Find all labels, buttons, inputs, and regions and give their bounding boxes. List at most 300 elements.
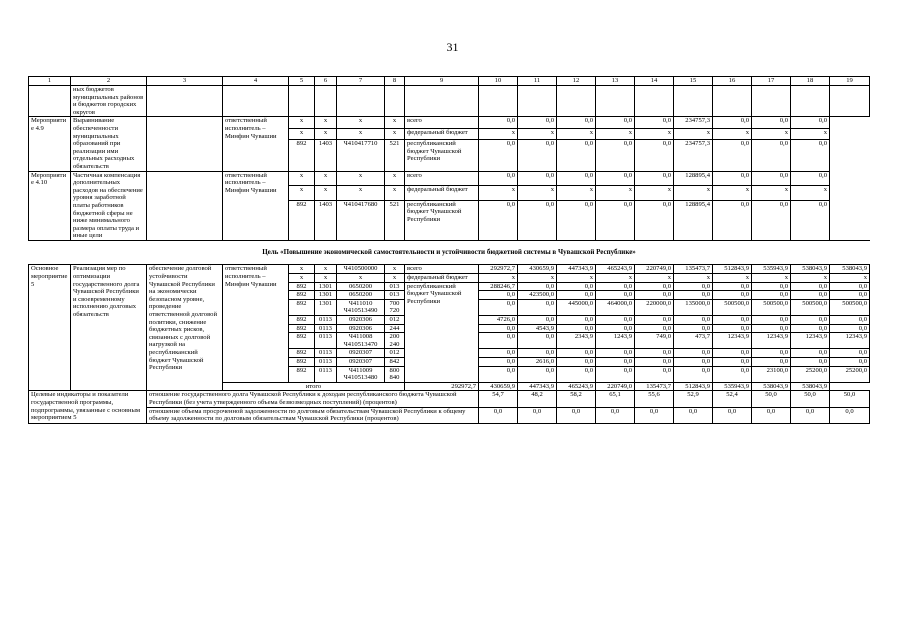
table-cell: x: [315, 171, 337, 186]
table-row: [29, 171, 870, 186]
table-cell: 0,0: [557, 282, 596, 291]
total-value: 535943,9: [713, 382, 752, 391]
table-cell: [385, 86, 405, 117]
table-cell: 0113: [315, 333, 337, 349]
table-cell: x: [596, 128, 635, 139]
table-cell: 538043,9: [830, 265, 870, 274]
table-cell: x: [752, 128, 791, 139]
table-cell: 447343,9: [557, 265, 596, 274]
table-cell: [518, 86, 557, 117]
table-cell: x: [289, 128, 315, 139]
table-cell: 0,0: [557, 358, 596, 367]
table-cell: 0,0: [596, 316, 635, 325]
table-cell: 135000,0: [674, 299, 713, 315]
table-cell: 0,0: [557, 171, 596, 186]
indicator-value: 50,0: [752, 391, 791, 407]
table-cell: 0,0: [791, 171, 830, 186]
table-cell: x: [337, 274, 385, 283]
table-cell: 0,0: [830, 291, 870, 300]
measure-number: Основное мероприятие 5: [29, 265, 71, 391]
table-cell: 0,0: [518, 282, 557, 291]
indicator-value: 0,0: [791, 407, 830, 423]
table-cell: [29, 86, 71, 117]
table-cell: 473,7: [674, 333, 713, 349]
responsible-executor: ответственный исполнитель – Минфин Чувашии: [223, 171, 289, 240]
table-cell: x: [385, 186, 405, 201]
funding-source: федеральный бюджет: [405, 274, 479, 283]
table-cell: x: [337, 171, 385, 186]
table-cell: 0,0: [479, 358, 518, 367]
table-cell: 0113: [315, 366, 337, 382]
measure-number: Мероприятие 4.10: [29, 171, 71, 240]
table-cell: 23100,0: [752, 366, 791, 382]
table-cell: 0,0: [752, 291, 791, 300]
total-label: итого: [223, 382, 405, 391]
table-cell: x: [557, 186, 596, 201]
table-cell: 0,0: [518, 171, 557, 186]
table-cell: 012: [385, 316, 405, 325]
indicator-value: 0,0: [596, 407, 635, 423]
table-cell: 0,0: [479, 171, 518, 186]
funding-source: всего: [405, 171, 479, 186]
table-cell: x: [315, 117, 337, 128]
table-cell: 0,0: [518, 349, 557, 358]
table-cell: 892: [289, 316, 315, 325]
table-cell: 0,0: [596, 324, 635, 333]
table-row: [29, 265, 870, 274]
table-cell: 500500,0: [830, 299, 870, 315]
table-cell: x: [713, 274, 752, 283]
table-cell: 0,0: [635, 358, 674, 367]
column-header: 15: [674, 77, 713, 86]
total-value: 135473,7: [635, 382, 674, 391]
table-cell: 0,0: [752, 171, 791, 186]
table-cell: [147, 117, 223, 171]
indicator-value: 0,0: [674, 407, 713, 423]
table-cell: 0,0: [752, 358, 791, 367]
indicator-value: 52,9: [674, 391, 713, 407]
table-cell: 0,0: [518, 316, 557, 325]
table-cell: x: [791, 128, 830, 139]
responsible-executor: ответственный исполнитель – Минфин Чувашии: [223, 117, 289, 171]
table-cell: 892: [289, 140, 315, 171]
table-cell: [830, 86, 870, 117]
table-cell: 892: [289, 366, 315, 382]
table-cell: 0,0: [596, 358, 635, 367]
table-cell: x: [713, 186, 752, 201]
indicator-value: 54,7: [479, 391, 518, 407]
table-cell: x: [385, 265, 405, 274]
indicator-value: 0,0: [635, 407, 674, 423]
indicator-value: 0,0: [752, 407, 791, 423]
column-header: 9: [405, 77, 479, 86]
table-cell: 0,0: [674, 358, 713, 367]
table-cell: 700 720: [385, 299, 405, 315]
table-cell: 500500,0: [713, 299, 752, 315]
table-cell: 2616,0: [518, 358, 557, 367]
table-cell: [337, 86, 385, 117]
table-cell: [223, 86, 289, 117]
table-cell: x: [791, 186, 830, 201]
table-cell: 0,0: [713, 140, 752, 171]
table-cell: 0,0: [674, 316, 713, 325]
table-cell: x: [713, 128, 752, 139]
table-cell: 892: [289, 358, 315, 367]
table-cell: 0,0: [713, 291, 752, 300]
column-header: 14: [635, 77, 674, 86]
total-value: 512843,9: [674, 382, 713, 391]
table-cell: 0,0: [752, 140, 791, 171]
table-cell: x: [635, 274, 674, 283]
funding-source: всего: [405, 265, 479, 274]
table-cell: x: [830, 274, 870, 283]
table-cell: [147, 86, 223, 117]
table-cell: [635, 86, 674, 117]
table-cell: 430659,9: [518, 265, 557, 274]
table-cell: x: [557, 274, 596, 283]
table-cell: 0,0: [713, 282, 752, 291]
table-cell: 12343,9: [752, 333, 791, 349]
table-cell: x: [479, 186, 518, 201]
indicator-value: 52,4: [713, 391, 752, 407]
table-cell: x: [674, 274, 713, 283]
table-cell: x: [635, 186, 674, 201]
table-cell: 0,0: [557, 324, 596, 333]
table-cell: 0,0: [830, 349, 870, 358]
table-cell: x: [752, 274, 791, 283]
table-cell: x: [479, 128, 518, 139]
indicator-value: 65,1: [596, 391, 635, 407]
table-cell: x: [385, 171, 405, 186]
goal-row: [29, 240, 870, 265]
table-cell: 0,0: [479, 117, 518, 128]
continuation-row: [29, 86, 870, 117]
table-cell: x: [337, 117, 385, 128]
table-cell: 135473,7: [674, 265, 713, 274]
table-cell: 12343,9: [713, 333, 752, 349]
table-cell: 0,0: [674, 291, 713, 300]
total-value: 465243,9: [557, 382, 596, 391]
table-cell: 1403: [315, 200, 337, 240]
table-cell: 464000,0: [596, 299, 635, 315]
table-cell: x: [596, 186, 635, 201]
table-cell: 0,0: [752, 200, 791, 240]
table-cell: 0,0: [791, 140, 830, 171]
table-cell: 0,0: [557, 140, 596, 171]
table-cell: 892: [289, 333, 315, 349]
goal-title: Цель «Повышение экономической самостоятельности и устойчивости бюджетной системы в Чувашской Республике»: [29, 240, 870, 265]
table-cell: 2343,9: [557, 333, 596, 349]
table-cell: 0,0: [791, 324, 830, 333]
table-cell: 220000,0: [635, 299, 674, 315]
table-cell: 749,0: [635, 333, 674, 349]
table-cell: 0113: [315, 316, 337, 325]
funding-source: всего: [405, 117, 479, 128]
table-cell: x: [337, 128, 385, 139]
measure-name: Реализация мер по оптимизации государственного долга Чувашской Республики и своевременному исполнению долговых обязательств: [71, 265, 147, 391]
table-cell: Ч410417710: [337, 140, 385, 171]
table-cell: x: [289, 117, 315, 128]
table-cell: 0,0: [791, 200, 830, 240]
table-cell: 25200,0: [830, 366, 870, 382]
table-cell: 128895,4: [674, 200, 713, 240]
table-cell: x: [289, 274, 315, 283]
column-header: 19: [830, 77, 870, 86]
table-cell: 013: [385, 282, 405, 291]
table-cell: 292972,7: [479, 265, 518, 274]
column-header: 7: [337, 77, 385, 86]
table-cell: x: [674, 186, 713, 201]
table-cell: 0,0: [830, 358, 870, 367]
table-cell: 0113: [315, 358, 337, 367]
total-value: 220749,0: [596, 382, 635, 391]
table-cell: 535943,9: [752, 265, 791, 274]
expected-result: обеспечение долговой устойчивости Чувашской Республики на экономически безопасном уровне, проведение ответственной долговой политики, снижение бюджетных рисков, связанных с долговой нагрузкой на республиканский бюджет Чувашской Республики: [147, 265, 223, 391]
indicator-value: 58,2: [557, 391, 596, 407]
table-cell: 0,0: [635, 366, 674, 382]
table-cell: [713, 86, 752, 117]
table-cell: x: [385, 128, 405, 139]
table-cell: 1301: [315, 291, 337, 300]
table-cell: 0,0: [479, 324, 518, 333]
table-cell: [315, 86, 337, 117]
table-row: [29, 117, 870, 128]
table-cell: [752, 86, 791, 117]
table-cell: 892: [289, 324, 315, 333]
table-cell: [289, 86, 315, 117]
table-cell: 521: [385, 140, 405, 171]
column-header: 10: [479, 77, 518, 86]
indicators-label: Целевые индикаторы и показатели государственной программы, подпрограммы, увязанные с основным мероприятием 5: [29, 391, 147, 423]
column-header: 11: [518, 77, 557, 86]
table-cell: 0,0: [635, 324, 674, 333]
table-cell: x: [635, 128, 674, 139]
table-cell: 1243,9: [596, 333, 635, 349]
table-cell: 0,0: [596, 349, 635, 358]
table-cell: 12343,9: [830, 333, 870, 349]
table-cell: 0,0: [635, 316, 674, 325]
table-cell: 0,0: [635, 291, 674, 300]
measure-number: Мероприятие 4.9: [29, 117, 71, 171]
table-cell: x: [289, 265, 315, 274]
table-cell: 842: [385, 358, 405, 367]
table-cell: x: [385, 274, 405, 283]
column-header: 18: [791, 77, 830, 86]
table-cell: x: [315, 274, 337, 283]
table-cell: 0,0: [752, 117, 791, 128]
header-row: [29, 77, 870, 86]
table-cell: x: [315, 186, 337, 201]
table-cell: 445000,0: [557, 299, 596, 315]
table-cell: 500500,0: [752, 299, 791, 315]
table-cell: 0,0: [518, 299, 557, 315]
table-cell: 0,0: [713, 171, 752, 186]
column-header: 5: [289, 77, 315, 86]
table-cell: 0,0: [674, 349, 713, 358]
measure-name: Выравнивание обеспеченности муниципальных образований при реализации ими отдельных расходных обязательств: [71, 117, 147, 171]
table-cell: 0,0: [557, 316, 596, 325]
table-cell: x: [752, 186, 791, 201]
table-cell: 0,0: [791, 282, 830, 291]
table-cell: 0,0: [596, 291, 635, 300]
table-cell: 1301: [315, 282, 337, 291]
table-cell: 0,0: [596, 140, 635, 171]
column-header: 6: [315, 77, 337, 86]
indicator-value: 0,0: [713, 407, 752, 423]
table-cell: 0,0: [635, 349, 674, 358]
table-cell: x: [518, 128, 557, 139]
table-cell: 0,0: [635, 171, 674, 186]
table-cell: 0,0: [518, 366, 557, 382]
table-cell: 1403: [315, 140, 337, 171]
table-cell: x: [289, 186, 315, 201]
table-cell: 0920306: [337, 324, 385, 333]
table-cell: 0,0: [596, 282, 635, 291]
indicator-value: 55,6: [635, 391, 674, 407]
funding-source: федеральный бюджет: [405, 128, 479, 139]
indicator-value: 0,0: [479, 407, 518, 423]
total-value: 430659,9: [479, 382, 518, 391]
table-cell: 0,0: [635, 140, 674, 171]
indicator-value: 0,0: [830, 407, 870, 423]
funding-source: республиканский бюджет Чувашской Республики: [405, 282, 479, 382]
indicator-row: [29, 391, 870, 407]
column-header: 13: [596, 77, 635, 86]
program-table: [28, 76, 870, 424]
table-cell: [674, 86, 713, 117]
table-cell: 0,0: [518, 117, 557, 128]
table-cell: 0,0: [791, 117, 830, 128]
table-cell: x: [479, 274, 518, 283]
table-cell: 500500,0: [791, 299, 830, 315]
table-cell: Ч411008 Ч410513470: [337, 333, 385, 349]
table-cell: 892: [289, 200, 315, 240]
table-cell: 0920307: [337, 349, 385, 358]
funding-source: федеральный бюджет: [405, 186, 479, 201]
column-header: 1: [29, 77, 71, 86]
table-cell: 0,0: [713, 358, 752, 367]
indicator-value: 50,0: [830, 391, 870, 407]
table-cell: [596, 86, 635, 117]
table-cell: 288246,7: [479, 282, 518, 291]
indicator-value: 0,0: [557, 407, 596, 423]
table-cell: 0,0: [752, 282, 791, 291]
table-cell: x: [315, 128, 337, 139]
table-cell: 0920307: [337, 358, 385, 367]
table-cell: 538043,9: [791, 265, 830, 274]
table-cell: 0,0: [518, 140, 557, 171]
table-cell: 0,0: [479, 333, 518, 349]
column-header: 4: [223, 77, 289, 86]
table-cell: 0113: [315, 324, 337, 333]
table-cell: 0,0: [557, 366, 596, 382]
table-cell: x: [674, 128, 713, 139]
table-cell: x: [315, 265, 337, 274]
funding-source: республиканский бюджет Чувашской Республики: [405, 140, 479, 171]
table-cell: 12343,9: [791, 333, 830, 349]
funding-source: республиканский бюджет Чувашской Республики: [405, 200, 479, 240]
table-cell: 0,0: [674, 324, 713, 333]
column-header: 16: [713, 77, 752, 86]
table-cell: 0,0: [557, 349, 596, 358]
table-cell: 0650200: [337, 282, 385, 291]
table-cell: 0113: [315, 349, 337, 358]
table-cell: 128895,4: [674, 171, 713, 186]
measure-name: ных бюджетов муниципальных районов и бюджетов городских округов: [71, 86, 147, 117]
table-cell: 892: [289, 349, 315, 358]
table-cell: 0,0: [791, 291, 830, 300]
table-cell: 0,0: [557, 200, 596, 240]
table-cell: 892: [289, 299, 315, 315]
table-cell: 0,0: [518, 333, 557, 349]
table-cell: 0,0: [830, 316, 870, 325]
table-cell: 234757,3: [674, 140, 713, 171]
table-cell: Ч410500000: [337, 265, 385, 274]
table-cell: 0,0: [713, 316, 752, 325]
table-cell: 0,0: [596, 117, 635, 128]
table-cell: Ч411010 Ч410513490: [337, 299, 385, 315]
table-cell: 0,0: [479, 200, 518, 240]
table-cell: 244: [385, 324, 405, 333]
table-cell: [479, 86, 518, 117]
table-cell: 234757,3: [674, 117, 713, 128]
indicator-row: [29, 407, 870, 423]
table-cell: 012: [385, 349, 405, 358]
indicator-value: 50,0: [791, 391, 830, 407]
table-cell: 423500,0: [518, 291, 557, 300]
column-header: 8: [385, 77, 405, 86]
table-cell: 465243,9: [596, 265, 635, 274]
table-cell: 220749,0: [635, 265, 674, 274]
table-cell: 0,0: [479, 299, 518, 315]
table-cell: 512843,9: [713, 265, 752, 274]
column-header: 12: [557, 77, 596, 86]
table-cell: x: [518, 186, 557, 201]
table-cell: 0,0: [479, 349, 518, 358]
table-cell: 0,0: [596, 366, 635, 382]
table-cell: 0,0: [713, 324, 752, 333]
table-cell: 892: [289, 282, 315, 291]
table-cell: 0,0: [752, 349, 791, 358]
indicator-name: отношение государственного долга Чувашской Республики к доходам республиканского бюджета Чувашской Республики (без учета утвержденного объема безвозмездных поступлений) (процентов): [147, 391, 479, 407]
table-cell: 0,0: [479, 140, 518, 171]
page-number: 31: [446, 40, 459, 54]
table-cell: 0,0: [713, 349, 752, 358]
table-cell: 0650200: [337, 291, 385, 300]
table-cell: [147, 171, 223, 240]
table-cell: 4543,9: [518, 324, 557, 333]
table-cell: x: [289, 171, 315, 186]
table-cell: 0,0: [596, 200, 635, 240]
table-cell: 0,0: [635, 200, 674, 240]
table-cell: 0,0: [713, 200, 752, 240]
table-cell: 4726,0: [479, 316, 518, 325]
indicator-value: 0,0: [518, 407, 557, 423]
table-cell: 0,0: [596, 171, 635, 186]
table-cell: x: [791, 274, 830, 283]
table-cell: 0,0: [557, 291, 596, 300]
table-cell: 0,0: [479, 291, 518, 300]
table-cell: 0,0: [674, 282, 713, 291]
column-header: 3: [147, 77, 223, 86]
table-cell: 1301: [315, 299, 337, 315]
responsible-executor: ответственный исполнитель – Минфин Чувашии: [223, 265, 289, 382]
table-cell: Ч411009 Ч410513480: [337, 366, 385, 382]
table-cell: 0,0: [752, 316, 791, 325]
table-cell: x: [557, 128, 596, 139]
table-cell: 0,0: [791, 358, 830, 367]
table-cell: 0920306: [337, 316, 385, 325]
